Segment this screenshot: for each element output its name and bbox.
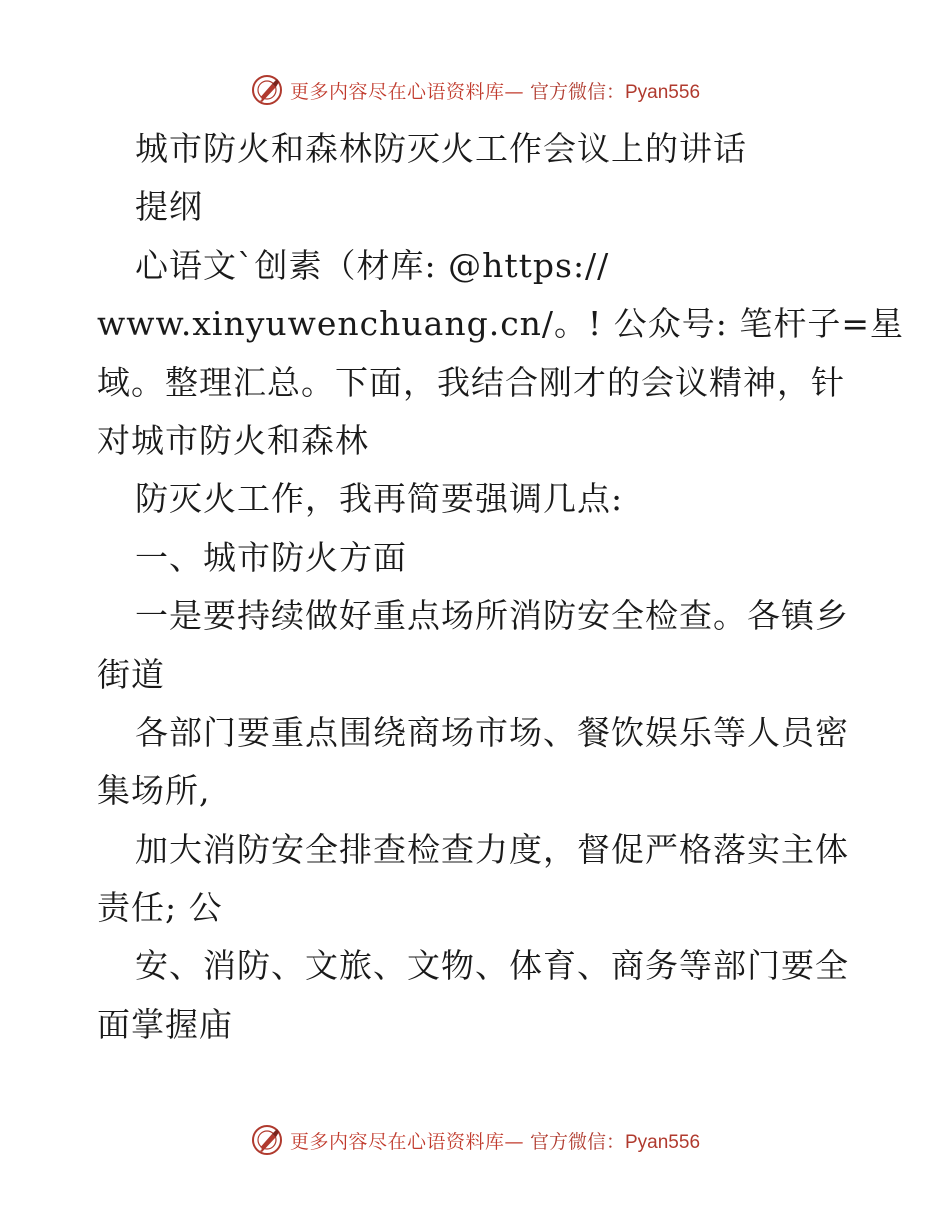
- doc-line: 面掌握庙: [97, 1004, 233, 1044]
- header-banner: [0, 70, 950, 110]
- doc-line: 责任; 公: [97, 888, 223, 928]
- doc-line: 加大消防安全排查检查力度，督促严格落实主体: [135, 829, 849, 869]
- footer-banner: [0, 1120, 950, 1160]
- banner-wechat: 官方微信：Pyan556: [530, 1131, 701, 1153]
- banner-wechat: 官方微信：Pyan556: [530, 81, 701, 103]
- doc-subtitle: 提纲: [135, 187, 203, 227]
- document-body: [97, 120, 905, 1054]
- doc-line: 街道: [97, 654, 165, 694]
- doc-line: 安、消防、文旅、文物、体育、商务等部门要全: [135, 946, 849, 986]
- pen-logo-icon: [250, 1123, 284, 1157]
- doc-line: www.xinyuwenchuang.cn/。! 公众号: 笔杆子=星: [97, 304, 905, 344]
- doc-line: 域。整理汇总。下面，我结合刚才的会议精神，针: [97, 362, 845, 402]
- doc-line: 集场所,: [97, 771, 211, 811]
- doc-line: 防灭火工作，我再简要强调几点:: [135, 479, 624, 519]
- doc-title: 城市防火和森林防灭火工作会议上的讲话: [135, 129, 747, 168]
- doc-line: 各部门要重点围绕商场市场、餐饮娱乐等人员密: [135, 712, 849, 752]
- banner-text: 更多内容尽在心语资料库—: [289, 1130, 524, 1153]
- banner-text: 更多内容尽在心语资料库—: [289, 80, 524, 103]
- banner-content: [250, 73, 700, 107]
- doc-line: 对城市防火和森林: [97, 420, 369, 460]
- pen-logo-icon: [250, 73, 284, 107]
- doc-line: 一是要持续做好重点场所消防安全检查。各镇乡: [135, 596, 849, 636]
- doc-line: 心语文`创素（材库: @https://: [135, 245, 610, 285]
- section-heading: 一、城市防火方面: [135, 537, 407, 577]
- banner-content: [250, 1123, 700, 1157]
